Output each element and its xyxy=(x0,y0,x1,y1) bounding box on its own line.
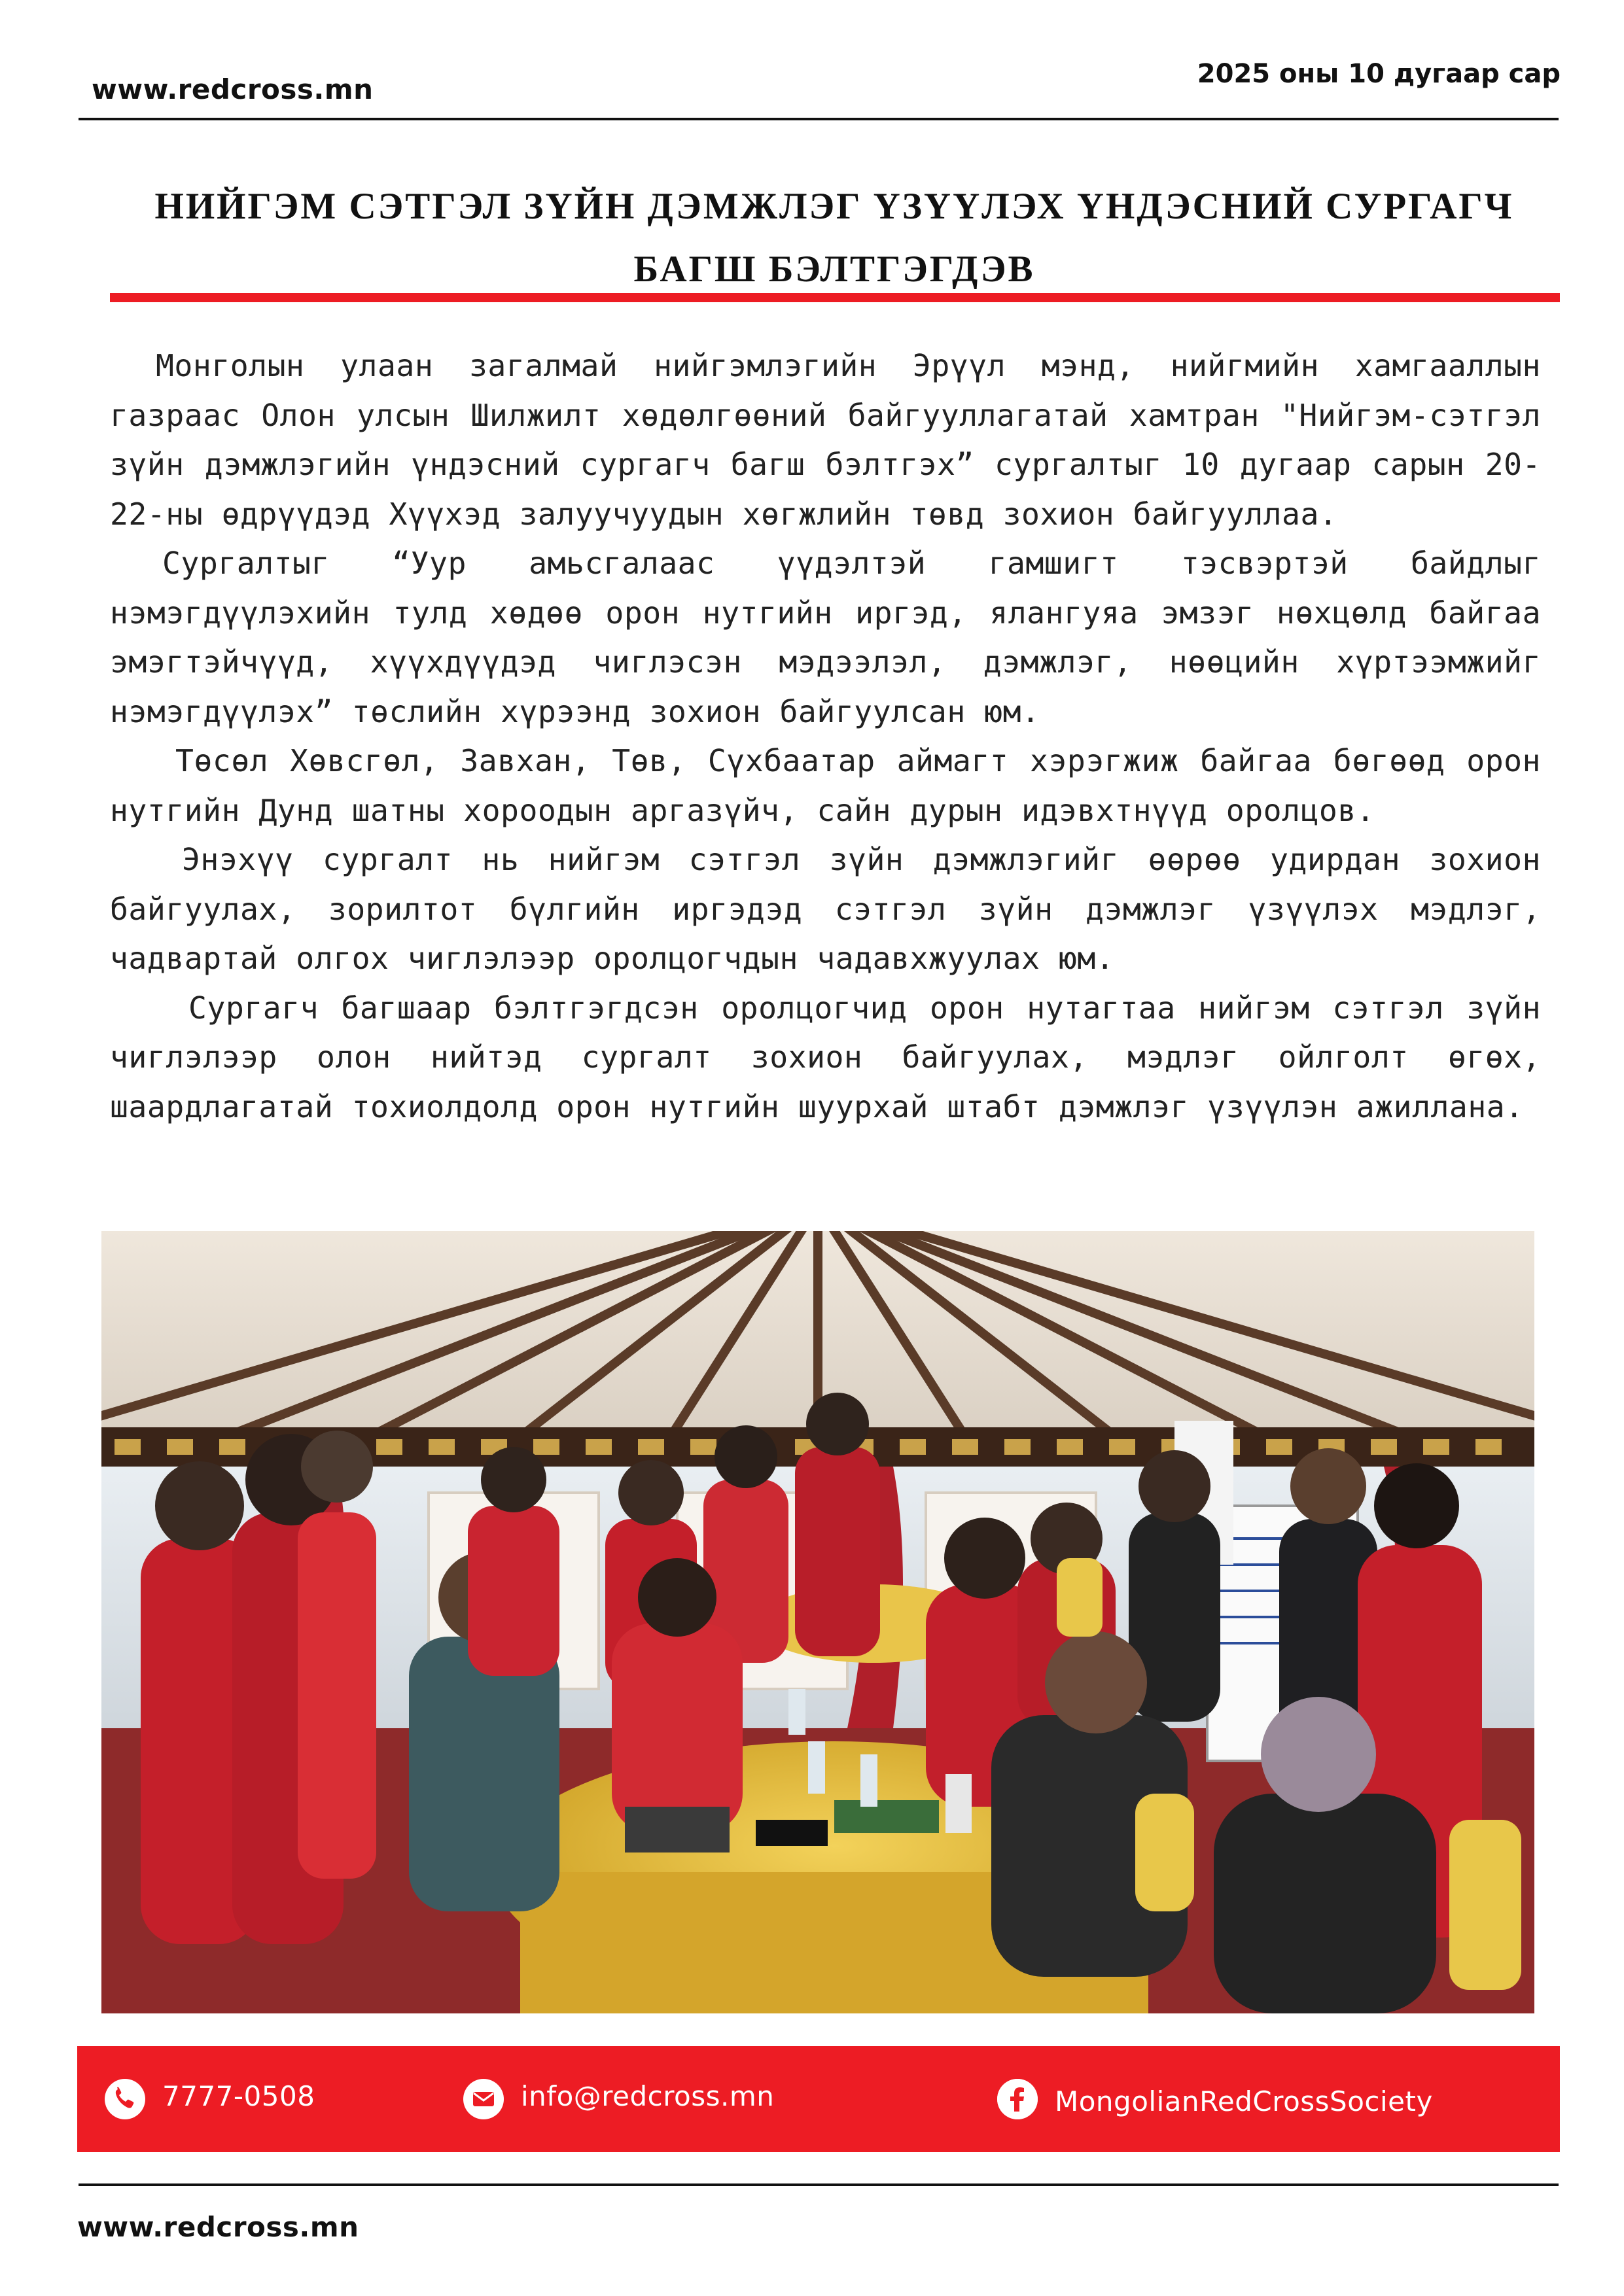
facebook-link[interactable]: MongolianRedCrossSociety xyxy=(1055,2085,1433,2117)
article-body xyxy=(110,341,1541,1132)
contact-bar xyxy=(77,2046,1560,2152)
article-paragraph: Энэхүү сургалт нь нийгэм сэтгэл зүйн дэмжлэгийг өөрөө удирдан зохион байгуулах, зорилтот бүлгийн иргэдэд сэтгэл зүйн дэмжлэг үзүүлэх мэдлэг, чадвартай олгох чиглэлээр оролцогчдын чадавхжуулах юм. xyxy=(110,842,1541,976)
email-link[interactable]: info@redcross.mn xyxy=(521,2080,775,2112)
article-paragraph: Монголын улаан загалмай нийгэмлэгийн Эрүүл мэнд, нийгмийн хамгааллын газраас Олон улсын Шилжилт хөдөлгөөний байгууллагатай хамтран "Нийгэм-сэтгэл зүйн дэмжлэгийн үндэсний сургагч багш бэлтгэх” сургалтыг 10 дугаар сарын 20-22-ны өдрүүдэд Хүүхэд залуучуудын хөгжлийн төвд зохион байгууллаа. xyxy=(110,348,1541,532)
mail-icon xyxy=(463,2079,504,2119)
article-paragraph: Сургагч багшаар бэлтгэгдсэн оролцогчид орон нутагтаа нийгэм сэтгэл зүйн чиглэлээр олон нийтэд сургалт зохион байгуулах, мэдлэг ойлголт өгөх, шаардлагатай тохиолдолд орон нутгийн шуурхай штабт дэмжлэг үзүүлэн ажиллана. xyxy=(110,990,1541,1124)
footer-site-link[interactable]: www.redcross.mn xyxy=(77,2211,359,2243)
phone-number[interactable]: 7777-0508 xyxy=(162,2080,315,2112)
phone-icon xyxy=(105,2079,145,2119)
training-photo xyxy=(101,1231,1534,2013)
title-underline xyxy=(110,293,1560,302)
article-title: НИЙГЭМ СЭТГЭЛ ЗҮЙН ДЭМЖЛЭГ ҮЗҮҮЛЭХ ҮНДЭСНИЙ СУРГАГЧ БАГШ БЭЛТГЭГДЭВ xyxy=(154,186,1514,290)
issue-date: 2025 оны 10 дугаар сар xyxy=(1197,59,1561,89)
header-divider xyxy=(79,118,1559,120)
header-site-link[interactable]: www.redcross.mn xyxy=(92,73,374,105)
article-paragraph: Сургалтыг “Уур амьсгалаас үүдэлтэй гамшигт тэсвэртэй байдлыг нэмэгдүүлэхийн тулд хөдөө орон нутгийн иргэд, ялангуяа эмзэг нөхцөлд байгаа эмэгтэйчүүд, хүүхдүүдэд чиглэсэн мэдээлэл, дэмжлэг, нөөцийн хүртээмжийг нэмэгдүүлэх” төслийн хүрээнд зохион байгуулсан юм. xyxy=(110,546,1541,729)
footer-divider xyxy=(79,2183,1559,2186)
facebook-icon xyxy=(997,2079,1038,2119)
article-paragraph: Төсөл Хөвсгөл, Завхан, Төв, Сүхбаатар аймагт хэрэгжиж байгаа бөгөөд орон нутгийн Дунд шатны хороодын аргазүйч, сайн дурын идэвхтнүүд оролцов. xyxy=(110,743,1541,828)
